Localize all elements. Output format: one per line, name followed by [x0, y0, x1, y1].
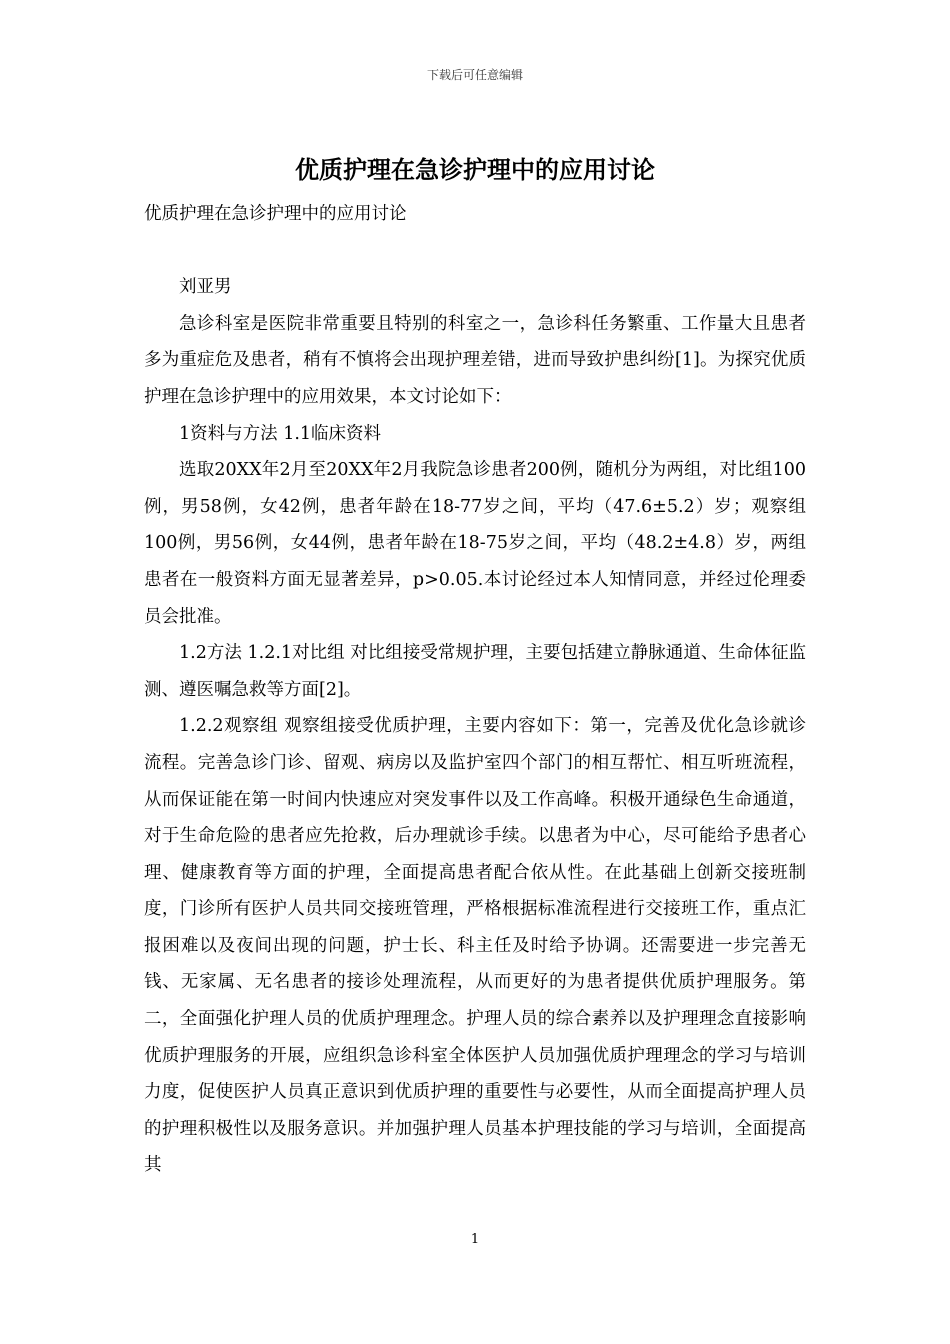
document-body: [144, 196, 806, 1184]
author-name: 刘亚男: [179, 277, 232, 298]
paragraph-intro: 急诊科室是医院非常重要且特别的科室之一，急诊科任务繁重、工作量大且患者多为重症危及患者，稍有不慎将会出现护理差错，进而导致护患纠纷[1]。为探究优质护理在急诊护理中的应用效果，本文讨论如下：: [144, 313, 806, 407]
document-title: 优质护理在急诊护理中的应用讨论: [295, 155, 655, 184]
section-heading-materials: 1资料与方法 1.1临床资料: [179, 423, 382, 444]
page-number: 1: [470, 1232, 480, 1247]
header-note: 下载后可任意编辑: [426, 68, 523, 82]
document-subtitle: 优质护理在急诊护理中的应用讨论: [144, 204, 407, 224]
paragraph-observation-group: 1.2.2观察组 观察组接受优质护理，主要内容如下：第一，完善及优化急诊就诊流程。完善急诊门诊、留观、病房以及监护室四个部门的相互帮忙、相互听班流程，从而保证能在第一时间内快速应对突发事件以及工作高峰。积极开通绿色生命通道，对于生命危险的患者应先抢救，后办理就诊手续。以患者为中心，尽可能给予患者心理、健康教育等方面的护理，全面提高患者配合依从性。在此基础上创新交接班制度，门诊所有医护人员共同交接班管理，严格根据标准流程进行交接班工作，重点汇报困难以及夜间出现的问题，护士长、科主任及时给予协调。还需要进一步完善无钱、无家属、无名患者的接诊处理流程，从而更好的为患者提供优质护理服务。第二，全面强化护理人员的优质护理理念。护理人员的综合素养以及护理理念直接影响优质护理服务的开展，应组织急诊科室全体医护人员加强优质护理理念的学习与培训力度，促使医护人员真正意识到优质护理的重要性与必要性，从而全面提高护理人员的护理积极性以及服务意识。并加强护理人员基本护理技能的学习与培训，全面提高其: [144, 716, 806, 1176]
paragraph-control-group: 1.2方法 1.2.1对比组 对比组接受常规护理，主要包括建立静脉通道、生命体征监测、遵医嘱急救等方面[2]。: [144, 643, 806, 700]
blank-line: [144, 233, 806, 270]
paragraph-clinical-data: 选取20XX年2月至20XX年2月我院急诊患者200例，随机分为两组，对比组100例，男58例，女42例，患者年龄在18-77岁之间，平均（47.6±5.2）岁；观察组100例，男56例，女44例，患者年龄在18-75岁之间，平均（48.2±4.8）岁，两组患者在一般资料方面无显著差异，p>0.05.本讨论经过本人知情同意，并经过伦理委员会批准。: [144, 460, 806, 627]
